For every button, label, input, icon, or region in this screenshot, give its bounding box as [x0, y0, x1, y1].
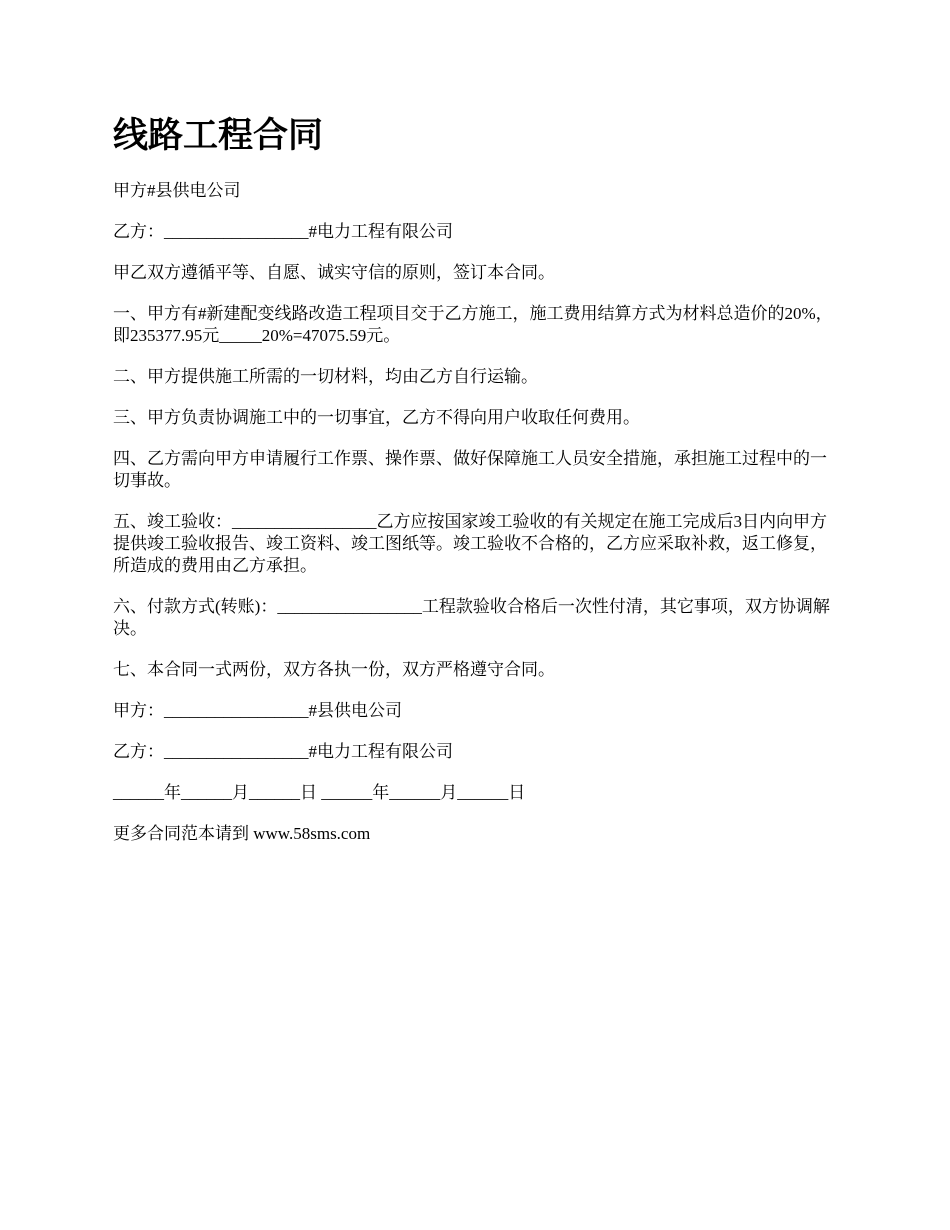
- clause-4: 四、乙方需向甲方申请履行工作票、操作票、做好保障施工人员安全措施，承担施工过程中的一切事故。: [113, 449, 827, 490]
- document-page: [113, 112, 843, 864]
- document-title: 线路工程合同: [113, 116, 324, 156]
- footer-link-text: 更多合同范本请到 www.58sms.com: [113, 824, 371, 843]
- signature-dates: ______年______月______日 ______年______月______日: [113, 783, 526, 802]
- clause-1: 一、甲方有#新建配变线路改造工程项目交于乙方施工，施工费用结算方式为材料总造价的20%，即235377.95元_____20%=47075.59元。: [113, 304, 833, 345]
- party-a-line: 甲方#县供电公司: [113, 181, 241, 200]
- clause-3: 三、甲方负责协调施工中的一切事宜，乙方不得向用户收取任何费用。: [113, 408, 640, 427]
- clause-7: 七、本合同一式两份，双方各执一份，双方严格遵守合同。: [113, 660, 555, 679]
- clause-6: 六、付款方式(转账)：_________________工程款验收合格后一次性付清，其它事项，双方协调解决。: [113, 597, 830, 638]
- clause-2: 二、甲方提供施工所需的一切材料，均由乙方自行运输。: [113, 367, 538, 386]
- preamble: 甲乙双方遵循平等、自愿、诚实守信的原则，签订本合同。: [113, 263, 555, 282]
- party-b-line: 乙方：_________________#电力工程有限公司: [113, 222, 453, 241]
- signature-party-a: 甲方：_________________#县供电公司: [113, 701, 402, 720]
- clause-5: 五、竣工验收：_________________乙方应按国家竣工验收的有关规定在施工完成后3日内向甲方提供竣工验收报告、竣工资料、竣工图纸等。竣工验收不合格的，乙方应采取补救，返工修复，所造成的费用由乙方承担。: [113, 512, 827, 575]
- signature-party-b: 乙方：_________________#电力工程有限公司: [113, 742, 453, 761]
